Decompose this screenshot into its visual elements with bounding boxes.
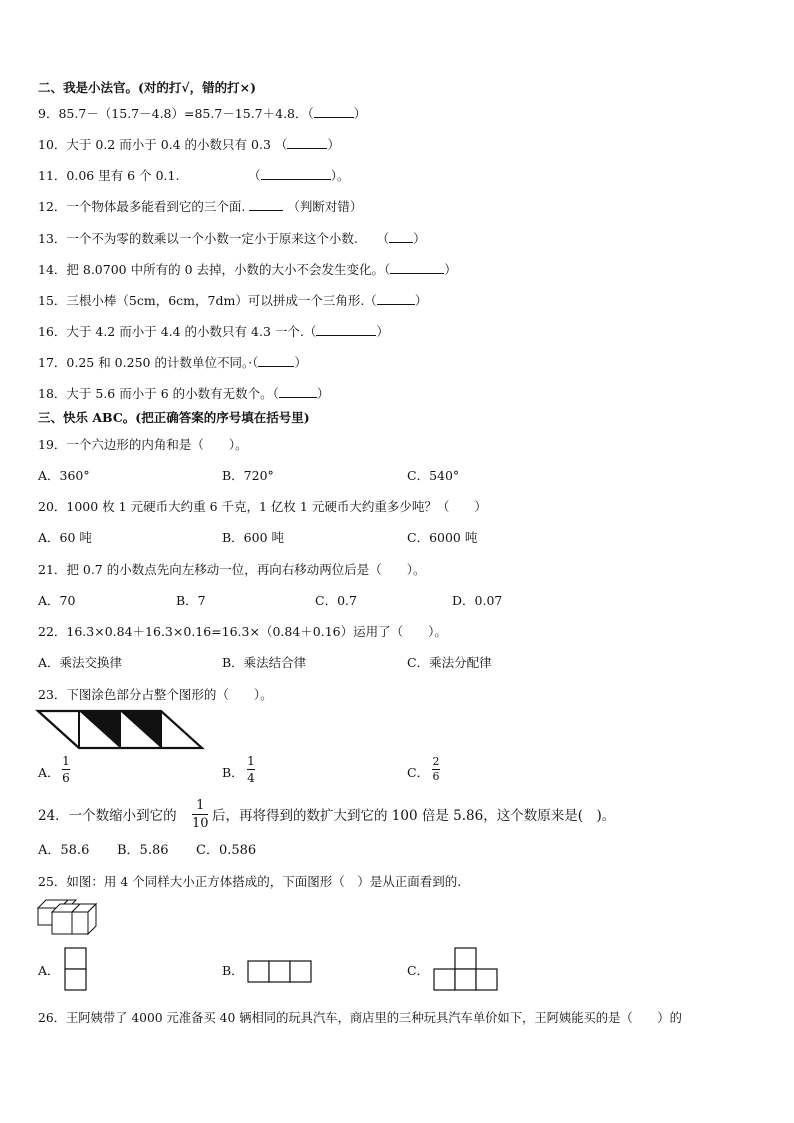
- question-26: 26．王阿姨带了 4000 元准备买 40 辆相同的玩具汽车，商店里的三种玩具汽车单价如下，王阿姨能买的是（ ）的: [38, 1011, 682, 1025]
- question-11: 11．0.06 里有 6 个 0.1. （ ）。: [38, 168, 350, 183]
- question-16: 16．大于 4.2 而小于 4.4 的小数只有 4.3 一个.（ ）: [38, 324, 389, 339]
- answer-blank[interactable]: [389, 230, 413, 243]
- option-c[interactable]: C．: [407, 963, 430, 978]
- section2-heading: 二、我是小法官。(对的打√，错的打×): [38, 80, 257, 95]
- option-a[interactable]: A．60 吨: [38, 530, 92, 545]
- cube-stack-figure: [38, 900, 100, 936]
- question-9: 9．85.7－（15.7－4.8）=85.7－15.7＋4.8．（ ）: [38, 106, 367, 121]
- question-15: 15．三根小棒（5cm，6cm，7dm）可以拼成一个三角形.（ ）: [38, 293, 428, 308]
- question-23: 23．下图涂色部分占整个图形的（ ）。: [38, 687, 273, 702]
- shaded-triangle: [79, 711, 120, 748]
- option-c[interactable]: C．6000 吨: [407, 530, 478, 545]
- question-17: 17．0.25 和 0.250 的计数单位不同。·（ ）: [38, 355, 307, 370]
- fraction-one-sixth: 1 6: [62, 754, 70, 785]
- option-d[interactable]: D．0.07: [452, 593, 503, 608]
- option-c[interactable]: C．: [407, 765, 430, 780]
- answer-blank[interactable]: [249, 198, 283, 211]
- option-a[interactable]: A．: [38, 765, 60, 780]
- answer-blank[interactable]: [314, 105, 354, 118]
- shaded-parallelogram-figure: [38, 711, 203, 751]
- question-20: 20．1000 枚 1 元硬币大约重 6 千克，1 亿枚 1 元硬币大约重多少吨？（ ）: [38, 499, 487, 514]
- question-19: 19．一个六边形的内角和是（ ）。: [38, 437, 248, 452]
- option-b[interactable]: B．5.86: [117, 843, 169, 858]
- option-c[interactable]: C．540°: [407, 468, 460, 483]
- option-b[interactable]: B．: [222, 963, 244, 978]
- fraction-one-tenth: 1 10: [192, 798, 209, 831]
- option-b[interactable]: B．乘法结合律: [222, 655, 307, 670]
- front-view-option-c: [433, 947, 499, 993]
- section3-heading: 三、快乐 ABC。(把正确答案的序号填在括号里): [38, 410, 310, 425]
- option-b[interactable]: B．: [222, 765, 244, 780]
- question-24-stem-end: 后，再将得到的数扩大到它的 100 倍是 5.86，这个数原来是( )。: [212, 808, 616, 824]
- option-a[interactable]: A．乘法交换律: [38, 655, 123, 670]
- front-view-option-a: [64, 947, 88, 993]
- option-a[interactable]: A．: [38, 963, 60, 978]
- fraction-one-fourth: 1 4: [247, 754, 255, 785]
- option-a[interactable]: A．58.6: [38, 843, 90, 858]
- answer-blank[interactable]: [258, 354, 294, 367]
- question-21: 21．把 0.7 的小数点先向左移动一位，再向右移动两位后是（ ）。: [38, 562, 426, 577]
- question-13: 13．一个不为零的数乘以一个小数一定小于原来这个小数. （ ）: [38, 231, 426, 246]
- question-12: 12．一个物体最多能看到它的三个面. （判断对错）: [38, 199, 363, 214]
- option-b[interactable]: B．7: [176, 593, 206, 608]
- answer-blank[interactable]: [287, 136, 327, 149]
- answer-blank[interactable]: [377, 292, 415, 305]
- question-14: 14．把 8.0700 中所有的 0 去掉，小数的大小不会发生变化。（ ）: [38, 262, 457, 277]
- option-c[interactable]: C．0.586: [196, 843, 257, 858]
- question-24-stem-start: 24．一个数缩小到它的: [38, 808, 177, 824]
- option-c[interactable]: C．0.7: [315, 593, 357, 608]
- option-c[interactable]: C．乘法分配律: [407, 655, 492, 670]
- diagonal-line: [38, 711, 79, 748]
- question-10: 10．大于 0.2 而小于 0.4 的小数只有 0.3 （ ）: [38, 137, 340, 152]
- option-b[interactable]: B．720°: [222, 468, 274, 483]
- option-b[interactable]: B．600 吨: [222, 530, 285, 545]
- option-a[interactable]: A．70: [38, 593, 76, 608]
- answer-blank[interactable]: [279, 385, 317, 398]
- question-18: 18．大于 5.6 而小于 6 的小数有无数个。（ ）: [38, 386, 330, 401]
- option-a[interactable]: A．360°: [38, 468, 90, 483]
- answer-blank[interactable]: [261, 167, 331, 180]
- question-25: 25．如图：用 4 个同样大小正方体搭成的，下面图形（ ）是从正面看到的.: [38, 874, 462, 889]
- shaded-triangle: [120, 711, 161, 748]
- fraction-two-sixths: 2 6: [432, 755, 440, 783]
- front-view-option-b: [247, 960, 313, 984]
- answer-blank[interactable]: [316, 323, 376, 336]
- question-22: 22．16.3×0.84＋16.3×0.16=16.3×（0.84＋0.16）运用了（ ）。: [38, 624, 447, 639]
- answer-blank[interactable]: [390, 261, 444, 274]
